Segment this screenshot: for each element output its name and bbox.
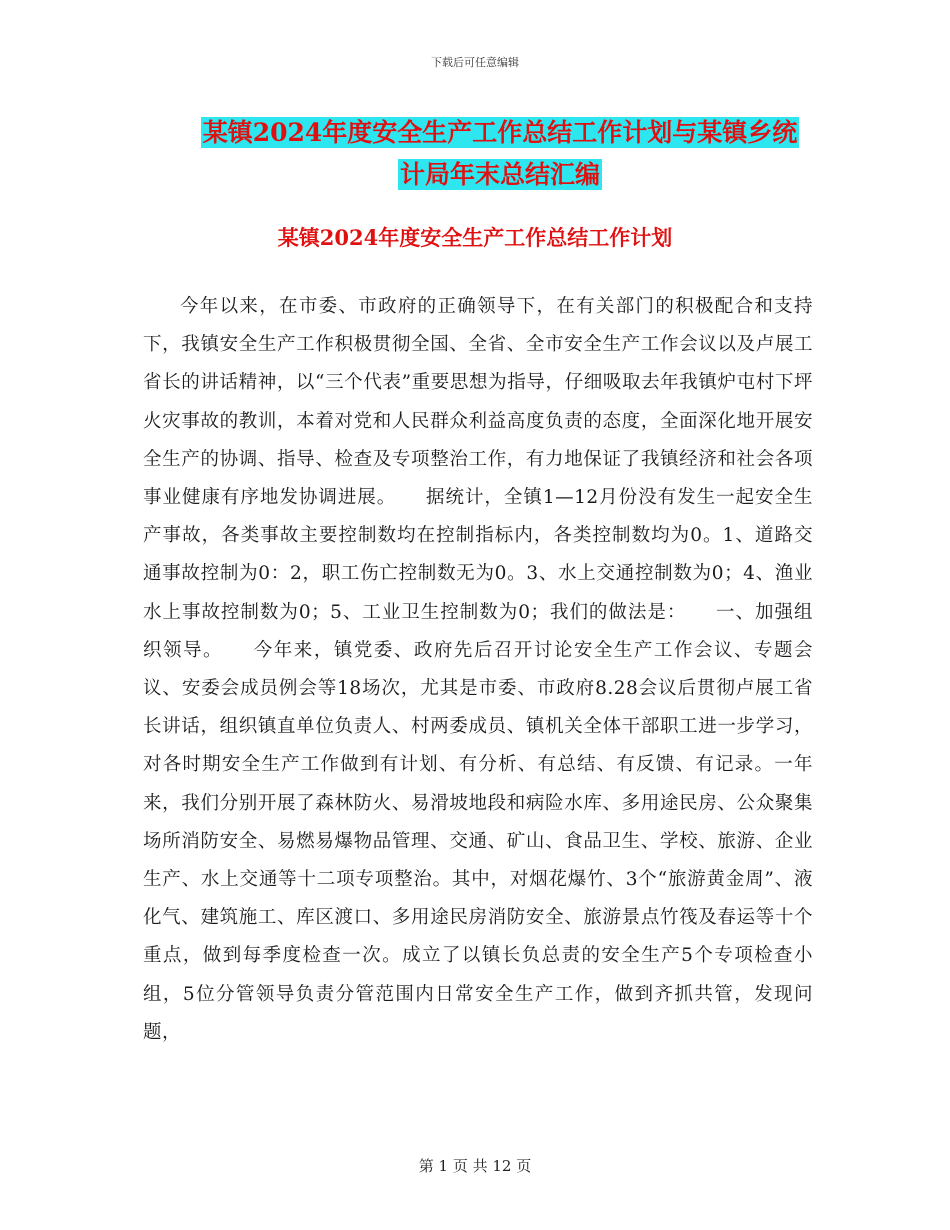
document-title-line-1: 某镇2024年度安全生产工作总结工作计划与某镇乡统 bbox=[202, 118, 798, 147]
page-header-note: 下载后可任意编辑 bbox=[431, 56, 519, 69]
body-content bbox=[143, 288, 813, 1052]
section-heading: 某镇2024年度安全生产工作总结工作计划 bbox=[277, 225, 673, 250]
document-title bbox=[145, 112, 855, 196]
body-paragraph: 今年以来，在市委、市政府的正确领导下，在有关部门的积极配合和支持下，我镇安全生产工作积极贯彻全国、全省、全市安全生产工作会议以及卢展工省长的讲话精神，以“三个代表”重要思想为指导，仔细吸取去年我镇炉屯村下坪火灾事故的教训，本着对党和人民群众利益高度负责的态度，全面深化地开展安全生产的协调、指导、检查及专项整治工作，有力地保证了我镇经济和社会各项事业健康有序地发协调进展。 据统计，全镇1—12月份没有发生一起安全生产事故，各类事故主要控制数均在控制指标内，各类控制数均为0。1、道路交通事故控制为0：2，职工伤亡控制数无为0。3、水上交通控制数为0；4、渔业水上事故控制数为0；5、工业卫生控制数为0；我们的做法是： 一、加强组织领导。 今年来，镇党委、政府先后召开讨论安全生产工作会议、专题会议、安委会成员例会等18场次，尤其是市委、市政府8.28会议后贯彻卢展工省长讲话，组织镇直单位负责人、村两委成员、镇机关全体干部职工进一步学习，对各时期安全生产工作做到有计划、有分析、有总结、有反馈、有记录。一年来，我们分别开展了森林防火、易滑坡地段和病险水库、多用途民房、公众聚集场所消防安全、易燃易爆物品管理、交通、矿山、食品卫生、学校、旅游、企业生产、水上交通等十二项专项整治。其中，对烟花爆竹、3个“旅游黄金周”、液化气、建筑施工、库区渡口、多用途民房消防安全、旅游景点竹筏及春运等十个重点，做到每季度检查一次。成立了以镇长负总责的安全生产5个专项检查小组，5位分管领导负责分管范围内日常安全生产工作，做到齐抓共管，发现问题， bbox=[143, 296, 813, 1043]
document-title-line-2: 计局年末总结汇编 bbox=[399, 160, 600, 189]
page-number: 第 1 页 共 12 页 bbox=[418, 1157, 532, 1175]
